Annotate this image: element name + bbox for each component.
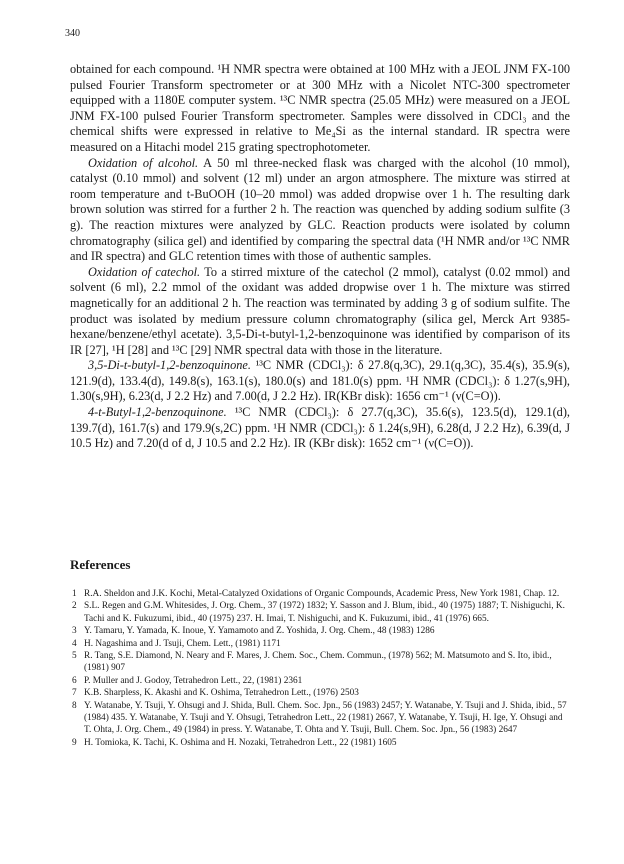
intro-paragraph: obtained for each compound. ¹H NMR spectra were obtained at 100 MHz with a JEOL JNM FX-100 pulsed Fourier Transform spectrometer or at 300 MHz with a Nicolet NTC-300 spectrometer equipped with a 1180E computer system. ¹³C NMR spectra (25.05 MHz) were measured on a JEOL JNM FX-100 pulsed Fourier Transform spectrometer. Samples were dissolved in CDCl₃ and the chemical shifts were expressed in relative to Me₄Si as the internal standard. IR spectra were measured on a Hitachi model 215 grating spectrophotometer. (70, 62, 570, 154)
reference-text: R.A. Sheldon and J.K. Kochi, Metal-Catalyzed Oxidations of Organic Compounds, Academic Press, New York 1981, Chap. 12. (84, 589, 560, 599)
reference-item (72, 650, 568, 675)
reference-number: 6 (72, 675, 77, 686)
references-heading: References (70, 557, 131, 572)
reference-item (72, 675, 568, 687)
compound-title: 4-t-Butyl-1,2-benzoquinone. (88, 405, 227, 420)
reference-text: Y. Watanabe, Y. Tsuji, Y. Ohsugi and J. Shida, Bull. Chem. Soc. Jpn., 56 (1983) 2457; Y. Watanabe, Y. Tsuji and J. Shida, ibid., 57 (1984) 435. Y. Watanabe, Y. Tsuji and Y. Ohsugi, Tetrahedron Lett., 22 (1981) 2667, Y. Watanabe, Y. Tsuji, H. Ige, Y. Ohsugi and T. Ohta, J. Org. Chem., 49 (1984) in press. Y. Watanabe, T. Ohta and Y. Tsuji, Bull. Chem. Soc. Jpn., 56 (1983) 2647 (84, 700, 567, 736)
reference-number: 2 (72, 601, 77, 612)
section-text: To a stirred mixture of the catechol (2 mmol), catalyst (0.02 mmol) and solvent (6 ml), 2.2 mmol of the oxidant was added dropwise over 1 h. The mixture was stirred magnetically for an additional 2 h. The reaction was terminated by adding 3 g of sodium sulfite. The product was isolated by medium pressure column chromatography (silica gel, Merck Art 9385-hexane/benzene/ethyl acetate). 3,5-Di-t-butyl-1,2-benzoquinone was identified by comparison of its IR [27], ¹H [28] and ¹³C [29] NMR spectral data with those in the literature. (70, 264, 570, 357)
reference-item (72, 600, 568, 625)
reference-text: H. Tomioka, K. Tachi, K. Oshima and H. Nozaki, Tetrahedron Lett., 22 (1981) 1605 (84, 737, 397, 748)
compound-t-butyl-benzoquinone (70, 405, 570, 452)
section-text: A 50 ml three-necked flask was charged with the alcohol (10 mmol), catalyst (0.10 mmol) and solvent (12 ml) under an argon atmosphere. The mixture was stirred at room temperature and t-BuOOH (10–20 mmol) was added dropwise over 1 h. The resulting dark brown solution was stirred for a further 2 h. The reaction was quenched by adding sodium sulfite (3 g). The reaction mixtures were analyzed by GLC. Reaction products were isolated by column chromatography (silica gel) and identified by comparing the spectral data (¹H NMR and/or ¹³C NMR and IR spectra) and GLC retention times with those of authentic samples. (70, 155, 570, 264)
section-title: Oxidation of alcohol. (88, 155, 199, 170)
reference-item (72, 687, 568, 699)
reference-text: R. Tang, S.E. Diamond, N. Neary and F. Mares, J. Chem. Soc., Chem. Commun., (1978) 562; M. Matsumoto and S. Ito, ibid., (1981) 907 (84, 651, 552, 674)
reference-text: Y. Tamaru, Y. Yamada, K. Inoue, Y. Yamamoto and Z. Yoshida, J. Org. Chem., 48 (1983) 1286 (84, 626, 435, 637)
reference-item (72, 625, 568, 637)
reference-item (72, 700, 568, 737)
compound-title: 3,5-Di-t-butyl-1,2-benzoquinone. (88, 358, 251, 373)
reference-text: P. Muller and J. Godoy, Tetrahedron Lett., 22, (1981) 2361 (84, 675, 303, 686)
reference-item (72, 588, 568, 600)
reference-list (72, 588, 568, 749)
reference-item (72, 638, 568, 650)
reference-number: 1 (72, 589, 77, 599)
reference-number: 3 (72, 626, 77, 637)
body-text (70, 62, 570, 452)
page-number: 340 (65, 28, 80, 39)
reference-text: S.L. Regen and G.M. Whitesides, J. Org. Chem., 37 (1972) 1832; Y. Sasson and J. Blum, ibid., 40 (1975) 1887; T. Nishiguchi, K. Tachi and K. Fukuzumi, ibid., 40 (1975) 237. H. Imai, T. Nishiguchi, and K. Fukuzumi, ibid., 41 (1976) 665. (84, 601, 565, 624)
reference-number: 8 (72, 700, 77, 711)
section-oxidation-of-alcohol (70, 156, 570, 265)
reference-number: 4 (72, 638, 77, 649)
reference-text: H. Nagashima and J. Tsuji, Chem. Lett., (1981) 1171 (84, 638, 281, 649)
reference-number: 9 (72, 737, 77, 748)
reference-number: 5 (72, 651, 77, 662)
section-oxidation-of-catechol (70, 265, 570, 359)
compound-di-t-butyl-benzoquinone (70, 358, 570, 405)
compound-text: ¹³C NMR (CDCl₃): δ 27.8(q,3C), 29.1(q,3C), 35.4(s), 35.9(s), 121.9(d), 133.4(d), 149.8(s), 163.1(s), 180.0(s) and 181.0(s) ppm. ¹H NMR (CDCl₃): δ 1.27(s,9H), 1.30(s,9H), 6.23(d, J 2.2 Hz) and 7.00(d, J 2.2 Hz). IR(KBr disk): 1656 cm⁻¹ (ν(C=O)). (70, 358, 570, 404)
section-title: Oxidation of catechol. (88, 264, 201, 279)
reference-number: 7 (72, 688, 77, 699)
reference-text: K.B. Sharpless, K. Akashi and K. Oshima, Tetrahedron Lett., (1976) 2503 (84, 688, 359, 699)
reference-item (72, 737, 568, 749)
compound-text: ¹³C NMR (CDCl₃): δ 27.7(q,3C), 35.6(s), 123.5(d), 129.1(d), 139.7(d), 161.7(s) and 179.9(s,2C) ppm. ¹H NMR (CDCl₃): δ 1.24(s,9H), 6.28(d, J 2.2 Hz), 6.39(d, J 10.5 Hz) and 7.20(d of d, J 10.5 and 2.2 Hz). IR (KBr disk): 1652 cm⁻¹ (ν(C=O)). (70, 405, 570, 451)
